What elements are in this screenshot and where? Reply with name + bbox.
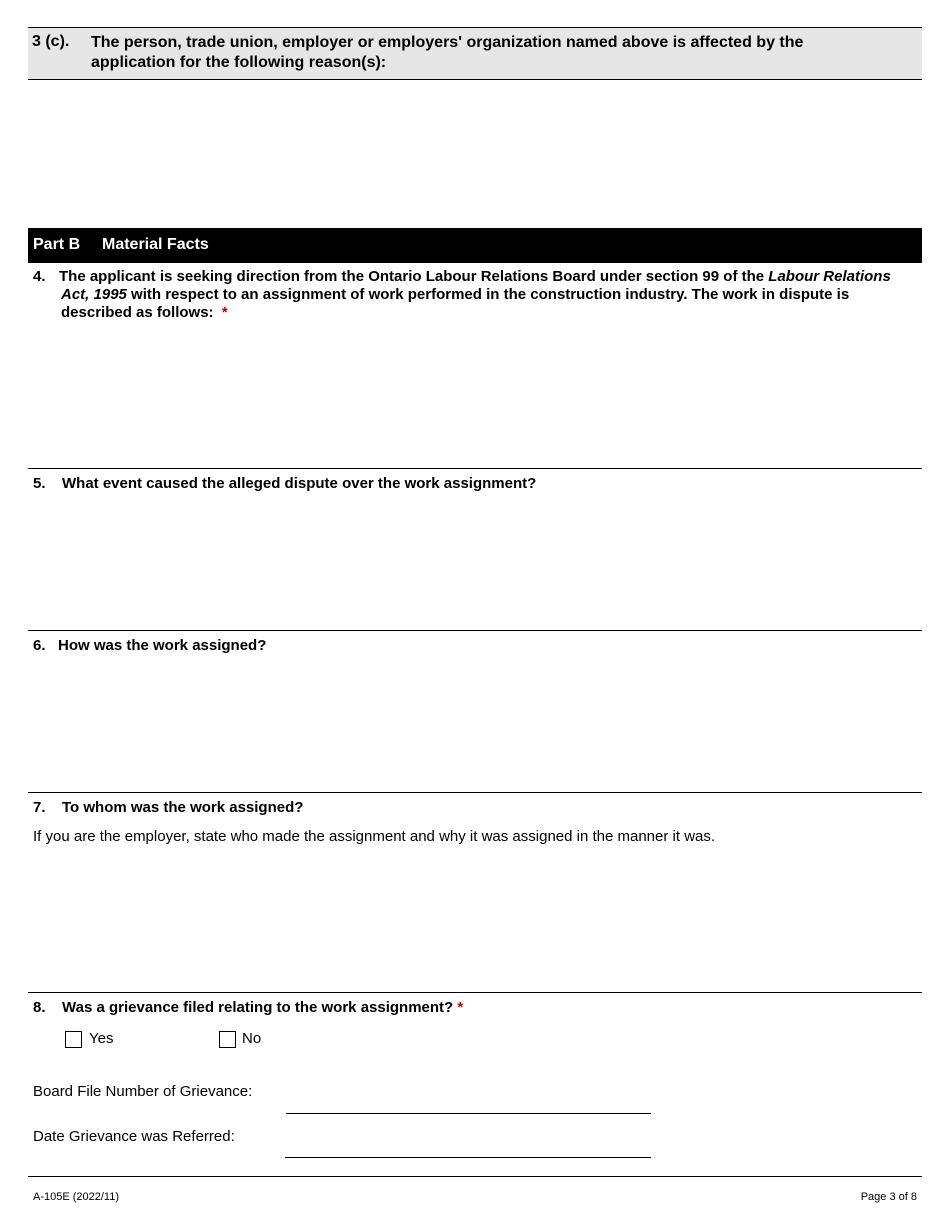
q4-answer-area[interactable]: [28, 330, 922, 462]
grievance-date-label: Date Grievance was Referred:: [33, 1128, 235, 1145]
q4-act-name: Labour Relations Act, 1995: [61, 268, 891, 303]
part-b-title: Material Facts: [102, 236, 209, 253]
grievance-date-input[interactable]: [285, 1134, 651, 1158]
q6-answer-area[interactable]: [28, 662, 922, 786]
q8-required-mark: *: [457, 999, 464, 1016]
divider: [28, 468, 922, 469]
grievance-file-number-input[interactable]: [286, 1090, 651, 1114]
q7-instruction: If you are the employer, state who made the assignment and why it was assigned in the manner it was.: [33, 828, 716, 845]
grievance-file-number-label: Board File Number of Grievance:: [33, 1083, 253, 1100]
q6-number: 6.: [33, 637, 46, 654]
q8-number: 8.: [33, 999, 46, 1016]
q4-required-mark: *: [221, 304, 228, 321]
footer-divider: [28, 1176, 922, 1177]
q7-text: To whom was the work assigned?: [62, 799, 304, 816]
q5-number: 5.: [33, 475, 46, 492]
q6-text: How was the work assigned?: [58, 637, 267, 654]
q5-answer-area[interactable]: [28, 500, 922, 624]
q8-text: [62, 999, 463, 1017]
section-3c-answer-area[interactable]: [28, 82, 922, 222]
q8-text-label: Was a grievance filed relating to the work assignment?: [62, 999, 454, 1016]
divider: [28, 792, 922, 793]
q4-number: 4.: [33, 268, 46, 285]
section-3c-header: [28, 27, 922, 80]
part-b-header: [28, 228, 922, 263]
no-label: No: [242, 1030, 262, 1047]
yes-label: Yes: [89, 1030, 114, 1047]
divider: [28, 630, 922, 631]
section-3c-text: The person, trade union, employer or employers' organization named above is affected by the application for the following reason(s):: [91, 34, 804, 71]
part-b-label: Part B: [33, 236, 81, 253]
q7-number: 7.: [33, 799, 46, 816]
section-3c-number: 3 (c).: [32, 33, 70, 50]
q4-text-after: with respect to an assignment of work performed in the construction industry. The work in dispute is described as follows:: [61, 286, 850, 321]
page-number: Page 3 of 8: [860, 1191, 917, 1203]
q4-text-before: The applicant is seeking direction from the Ontario Labour Relations Board under section 99 of the: [59, 268, 769, 285]
yes-checkbox[interactable]: [65, 1031, 82, 1048]
q7-answer-area[interactable]: [28, 852, 922, 986]
form-id: A-105E (2022/11): [33, 1191, 120, 1203]
divider: [28, 992, 922, 993]
q4-text: [33, 268, 911, 322]
no-checkbox[interactable]: [219, 1031, 236, 1048]
q5-text: What event caused the alleged dispute over the work assignment?: [62, 475, 537, 492]
